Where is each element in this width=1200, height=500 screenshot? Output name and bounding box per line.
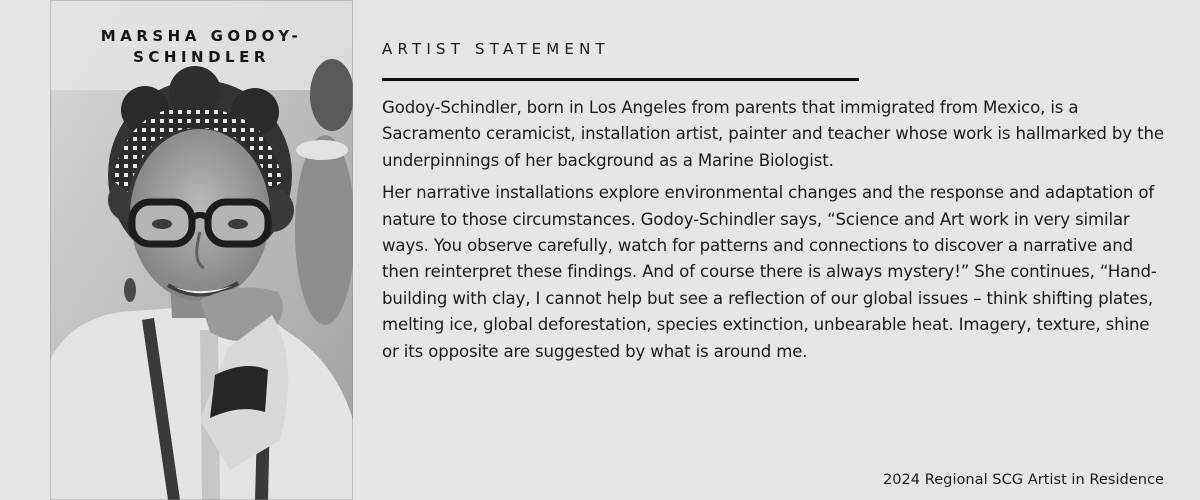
statement-paragraph: Her narrative installations explore environmental changes and the response and adaptation of nature to those circumstances. Godoy-Schindler says, “Science and Art work in very similar ways. You observe carefully, watch for patterns and connections to discover a narrative and then reinterpret these findings. And of course there is always mystery!” She continues, “Hand-building with clay, I cannot help but see a reflection of our global issues – think shifting plates, melting ice, global deforestation, species extinction, unbearable heat. Imagery, texture, shine or its opposite are suggested by what is around me.	[382, 183, 1157, 361]
statement-heading: ARTIST STATEMENT	[382, 40, 610, 58]
artist-name: MARSHA GODOY-SCHINDLER	[100, 27, 303, 66]
heading-divider	[382, 78, 859, 81]
statement-body	[382, 95, 1168, 371]
residency-caption: 2024 Regional SCG Artist in Residence	[882, 471, 1164, 488]
portrait-photo	[50, 0, 353, 500]
artist-portrait	[50, 0, 353, 500]
statement-paragraph: Godoy-Schindler, born in Los Angeles from parents that immigrated from Mexico, is a Sacramento ceramicist, installation artist, painter and teacher whose work is hallmarked by the underpinnings of her background as a Marine Biologist.	[382, 98, 1164, 170]
